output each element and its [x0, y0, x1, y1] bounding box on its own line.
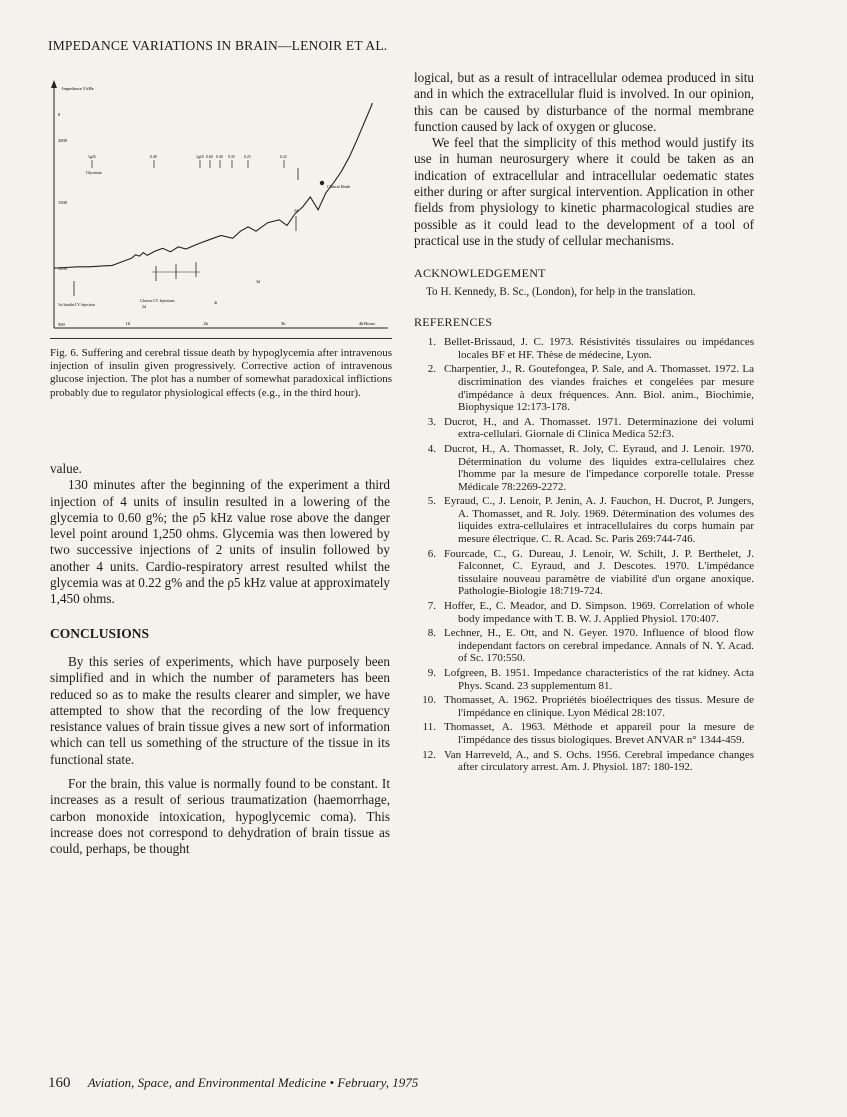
reference-text: Charpentier, J., R. Goutefongea, P. Sale, and A. Thomasset. 1972. La discrimination des viandes fraiches et congelées par mesure d'impédance à deux fréquences. Ann. Biol. anim., Biochimie, Biophysique 12:173-178.	[444, 363, 754, 414]
page-footer	[48, 1075, 418, 1092]
reference-number: 8.	[427, 627, 436, 640]
y-tick-label: 1500	[58, 200, 67, 205]
annotation-4t: 4t	[214, 300, 218, 305]
annotation-2d-b: 2d	[294, 208, 298, 213]
y-axis-arrow	[51, 80, 57, 88]
paragraph-continued: value.	[50, 461, 82, 476]
annotation-3d: 3d	[256, 279, 260, 284]
running-head: IMPEDANCE VARIATIONS IN BRAIN—LENOIR ET AL.	[48, 38, 388, 53]
reference-item	[414, 627, 754, 665]
glycemia-value: 1g45	[88, 155, 96, 159]
reference-number: 9.	[427, 667, 436, 679]
figure-6	[50, 76, 392, 339]
reference-item	[414, 600, 754, 625]
reference-text: Eyraud, C., J. Lenoir, P. Jenin, A. J. Fauchon, H. Ducrot, P. Jungers, A. Thomasset, and R. Joly. 1969. Détermination des volumes des liquides extra-cellulaires et intracellulaires du corps humain par mesure électrique. C. R. Acad. Sc. Paris 269:744-746.	[444, 495, 754, 546]
insulin-annotation: 1st Insulin I.V. Injection	[58, 303, 95, 307]
y-axis-label: Impedance 5 kHz	[62, 86, 94, 91]
reference-number: 2.	[427, 363, 436, 376]
impedance-curve	[54, 103, 373, 268]
left-column	[50, 461, 390, 858]
glycemia-value: 0.60	[206, 155, 213, 159]
reference-text: Bellet-Brissaud, J. C. 1973. Résistivités tissulaires ou impédances locales BF et HF. Thèse de médecine, Lyon.	[444, 336, 754, 361]
reference-number: 11.	[422, 721, 436, 734]
right-column	[414, 70, 754, 776]
conclusions-heading: CONCLUSIONS	[50, 625, 150, 641]
reference-text: Lofgreen, B. 1951. Impedance characteristics of the rat kidney. Acta Phys. Scand. 23 supplementum 81.	[444, 667, 754, 692]
glycemia-value: 0.35	[228, 155, 235, 159]
reference-number: 12.	[422, 748, 436, 761]
paragraph-simplicity: We feel that the simplicity of this method would justify its use in human neurosurgery where it could be taken as an indication of extracellular and intracellular oedematic states either during or after surgical intervention. Application in other fields from physiology to kinetic pharmacological studies are possible as it could lead to the development of a tool of practical use in the study of cellular mechanisms.	[414, 135, 754, 248]
reference-item	[414, 443, 754, 493]
paragraph-results: 130 minutes after the beginning of the experiment a third injection of 4 units of insulin resulted in a lowering of the glycemia to 0.60 g%; the ρ5 kHz value rose above the danger level point around 1,250 ohms. Glycemia was then lowered by two successive injections of 2 units of insulin followed by another 4 units. Cardio-respiratory arrest resulted whilst the glycemia was at 0.22 g% and the ρ5 kHz value at approximately 1,450 ohms.	[50, 477, 390, 607]
y-tick-label: 0	[58, 112, 61, 117]
impedance-chart	[50, 76, 392, 338]
reference-item	[414, 363, 754, 413]
reference-text: Hoffer, E., C. Meador, and D. Simpson. 1969. Correlation of whole body impedance with T. B. W. J. Applied Physiol. 170:407.	[444, 600, 754, 625]
references-list	[414, 336, 754, 774]
paragraph-conclusions-2: For the brain, this value is normally found to be constant. It increases as a result of serious traumatization (haemorrhage, carbon monoxide intoxication, hypoglycemic coma). This increase does not correspond to dehydration of brain tissue as could, perhaps, be thought	[50, 776, 390, 857]
reference-number: 1.	[427, 336, 436, 349]
reference-number: 5.	[427, 495, 436, 508]
glycemia-value: 0.40	[150, 155, 157, 159]
reference-item	[414, 667, 754, 692]
y-tick-label: 500	[58, 322, 65, 327]
reference-number: 7.	[427, 600, 436, 613]
reference-item	[414, 548, 754, 598]
death-point	[320, 181, 324, 185]
y-tick-label: 1000	[58, 266, 67, 271]
reference-number: 4.	[427, 442, 436, 455]
reference-number: 10.	[422, 694, 436, 707]
x-tick-label: 1h	[125, 321, 131, 326]
reference-item	[414, 416, 754, 441]
reference-text: Thomasset, A. 1962. Propriétés bioélectriques des tissus. Mesure de l'impédance en clinique. Lyon Médical 28:107.	[444, 694, 754, 719]
paragraph-conclusions-1: By this series of experiments, which have purposely been simplified and in which the number of parameters has been reduced so as to make the results clearer and simpler, we have attempted to show that the recording of the low frequency resistance values of brain tissue gives a new sort of information which can tell us something of the structure of the tissue in its functional state.	[50, 653, 390, 767]
glycemia-value: 1g20	[196, 155, 204, 159]
reference-number: 3.	[427, 415, 436, 428]
reference-text: Van Harreveld, A., and S. Ochs. 1956. Cerebral impedance changes after circulatory arrest. Am. J. Physiol. 187: 180-192.	[444, 748, 754, 774]
reference-item	[414, 749, 754, 774]
reference-item	[414, 495, 754, 545]
reference-item	[414, 694, 754, 719]
glycemia-value: 0.22	[280, 155, 287, 159]
references-heading: REFERENCES	[414, 314, 493, 329]
reference-item	[414, 721, 754, 746]
reference-text: Fourcade, C., G. Dureau, J. Lenoir, W. Schilt, J. P. Berthelet, J. Falconnet, C. Eyraud, and J. Descotes. 1970. L'impédance tissulaire nouveau paramètre de viabilité d'un organe anoxique. Pathologie-Biologie 18:719-724.	[444, 547, 754, 598]
x-tick-label: 4h	[358, 321, 364, 326]
reference-text: Thomasset, A. 1963. Méthode et appareil pour la mesure de l'impédance des tissus biologiques. Brevet ANVAR n° 1344-459.	[444, 721, 754, 746]
glycemia-label: Glycemia	[86, 170, 102, 175]
journal-citation: Aviation, Space, and Environmental Medicine • February, 1975	[87, 1075, 419, 1090]
reference-text: Lechner, H., E. Ott, and N. Geyer. 1970. Influence of blood flow independant factors on cerebral impedance. Annals of N. Y. Acad. of Sc. 170:550.	[444, 627, 754, 665]
death-annotation: Clinical Death	[327, 184, 351, 189]
reference-number: 6.	[427, 547, 436, 560]
glycemia-value: 0.40	[216, 155, 223, 159]
x-tick-label: 2h	[203, 321, 208, 326]
paragraph-odema: logical, but as a result of intracellular odemea produced in situ and in which the extracellular fluid is involved. In our opinion, this can be caused by disturbance of the normal membrane function caused by lack of oxygen or glucose.	[414, 70, 754, 134]
glucose-annotation: Glucose I.V. Injections	[140, 299, 175, 303]
reference-item	[414, 336, 754, 361]
glycemia-value: 0.25	[244, 155, 251, 159]
acknowledgement-text: To H. Kennedy, B. Sc., (London), for help in the translation.	[426, 285, 696, 298]
figure-caption: Fig. 6. Suffering and cerebral tissue death by hypoglycemia after intravenous injection of insulin given progressively. Corrective action of intravenous glucose injection. The plot has a number of somewhat paradoxical inflictions probably due to regulator physiological effects (e.g., in the third hour).	[50, 347, 392, 399]
reference-text: Ducrot, H., and A. Thomasset. 1971. Determinazione dei volumi extra-cellulari. Giornale di Clinica Medica 52:f3.	[444, 415, 754, 441]
reference-text: Ducrot, H., A. Thomasset, R. Joly, C. Eyraud, and J. Lenoir. 1970. Détermination du volume des liquides extra-cellulaires chez l'homme par la mesure de l'impedance corporelle totale. Presse Médicale 78:2269-2272.	[444, 442, 754, 493]
annotation-2d: 2d	[142, 304, 146, 309]
y-tick-label: 2000	[58, 138, 67, 143]
x-axis-label: Hours	[364, 321, 375, 326]
x-tick-label: 3h	[281, 321, 286, 326]
acknowledgement-heading: ACKNOWLEDGEMENT	[414, 266, 546, 281]
page-number: 160	[48, 1075, 71, 1091]
